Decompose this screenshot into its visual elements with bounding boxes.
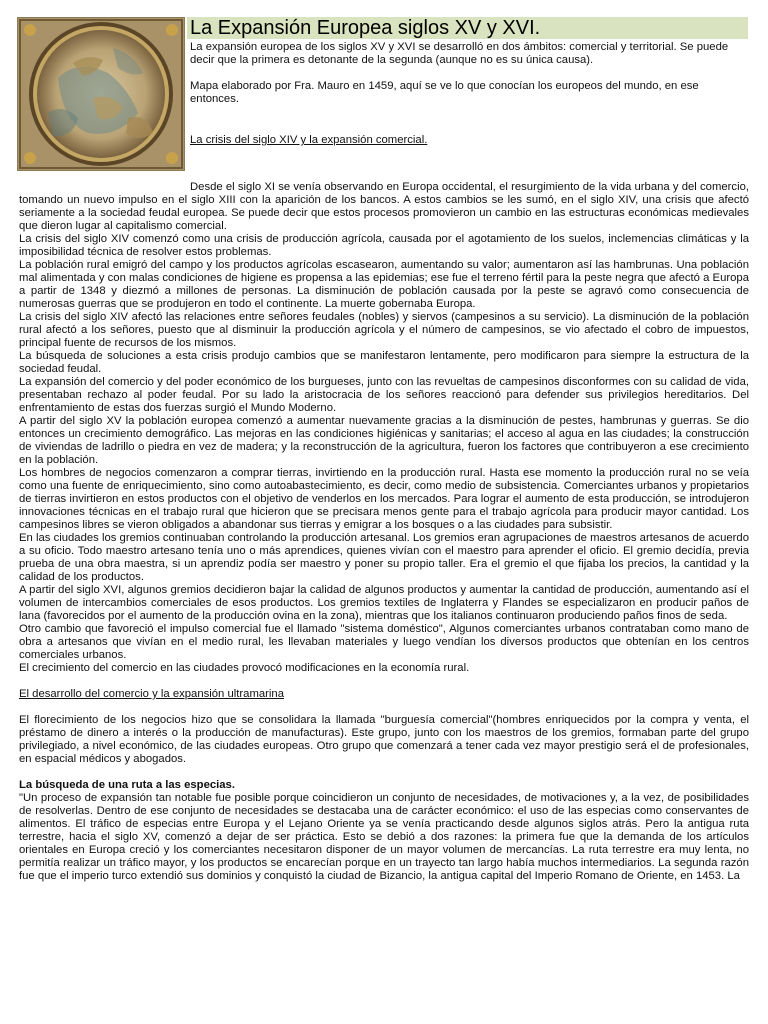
body-paragraph: El crecimiento del comercio en las ciudades provocó modificaciones en la economía rural. — [19, 662, 470, 674]
body-paragraph: "Un proceso de expansión tan notable fue posible porque coincidieron un conjunto de necesidades, de motivaciones y, a la vez, de posibilidades de resolverlas. Dentro de ese conjunto de necesidades se destacaba una de carácter económico: el uso de las especias como conservantes de alimentos. El tráfico de especias entre Europa y el Lejano Oriente ya se venía practicando desde algunos siglos atrás. Pero la antigua ruta terrestre, hacia el siglo XV, comenzó a dejar de ser práctica. Esto se debió a dos razones: la primera fue que la demanda de los artículos orientales en Europa creció y los comerciantes necesitaron disponer de un mayor volumen de mercancías. La ruta terrestre era muy lenta, no permitía realizar un tráfico mayor, y los productos se encarecían porque en un trayecto tan largo había muchos intermediarios. La segunda razón fue que el imperio turco extendió sus dominios y conquistó la ciudad de Bizancio, la antigua capital del Imperio Romano de Oriente, en 1453. La — [19, 792, 749, 882]
body-paragraph: A partir del siglo XVI, algunos gremios decidieron bajar la calidad de algunos productos y aumentar la cantidad de producción, aumentando así el volumen de intercambios comerciales de esos productos. Los gremios textiles de Inglaterra y Flandes se especializaron en producir paños de lana (favorecidos por el aumento de la producción ovina en la zona), mientras que los italianos continuaron produciendo paños finos de seda. — [19, 584, 749, 622]
body-paragraph: La crisis del siglo XIV afectó las relaciones entre señores feudales (nobles) y siervos (campesinos a su servicio). La disminución de la población rural afectó a los señores, puesto que al disminuir la producción agrícola y el número de campesinos, se vio afectado el cobro de impuestos, principal fuente de recursos de los mismos. — [19, 311, 749, 349]
world-map-fra-mauro-icon — [18, 18, 184, 170]
intro-paragraph: La expansión europea de los siglos XV y XVI se desarrolló en dos ámbitos: comercial y territorial. Se puede decir que la primera es detonante de la segunda (aunque no es su única causa). — [190, 41, 729, 66]
intro-section — [190, 41, 750, 147]
body-paragraph: A partir del siglo XV la población europea comenzó a aumentar nuevamente gracias a la disminución de pestes, hambrunas y guerras. Se dio entonces un crecimiento demográfico. Las mejoras en las condiciones higiénicas y sanitarias; el acceso al agua en las ciudades; la construcción de viviendas de ladrillo o piedra en vez de madera; y la reconstrucción de la agricultura, fueron los factores que contribuyeron a ese crecimiento en la población. — [19, 415, 749, 466]
body-paragraph: La expansión del comercio y del poder económico de los burgueses, junto con las revueltas de campesinos disconformes con su calidad de vida, presentaban rechazo al poder feudal. Por su lado la aristocracia de los señores reaccionó para defender sus privilegios hereditarios. Del enfrentamiento de estas dos fuerzas surgió el Mundo Moderno. — [19, 376, 749, 414]
body-paragraph: La crisis del siglo XIV comenzó como una crisis de producción agrícola, causada por el agotamiento de los suelos, inclemencias climáticas y la imposibilidad técnica de resolver estos problemas. — [19, 233, 749, 258]
body-text — [19, 181, 749, 883]
section-heading-spices: La búsqueda de una ruta a las especias. — [19, 779, 235, 791]
body-paragraph: Desde el siglo XI se venía observando en Europa occidental, el resurgimiento de la vida urbana y del comercio, tomando un nuevo impulso en el siglo XIII con la aparición de los bancos. A estos cambios se les sumó, en el siglo XIV, una crisis que afectó seriamente a la sociedad feudal europea. Se puede decir que estos procesos promovieron un cambio en las estructuras económicas medievales que dieron lugar al capitalismo comercial. — [19, 181, 749, 232]
map-caption-paragraph: Mapa elaborado por Fra. Mauro en 1459, aquí se ve lo que conocían los europeos del mundo, en ese entonces. — [190, 80, 699, 105]
body-paragraph: La búsqueda de soluciones a esta crisis produjo cambios que se manifestaron lentamente, pero modificaron para siempre la estructura de la sociedad feudal. — [19, 350, 749, 375]
body-paragraph: La población rural emigró del campo y los productos agrícolas escasearon, aumentando su valor; aumentaron así las hambrunas. Una población mal alimentada y con malas condiciones de higiene es propensa a las epidemias; ese fue el terreno fértil para la peste negra que afectó a Europa a partir de 1348 y diezmó a millones de personas. La disminución de población causada por la peste se agravó como consecuencia de numerosas guerras que se produjeron en todo el continente. La muerte gobernaba Europa. — [19, 259, 749, 310]
section-heading-crisis: La crisis del siglo XIV y la expansión comercial. — [190, 134, 428, 146]
page-title: La Expansión Europea siglos XV y XVI. — [190, 17, 541, 39]
fra-mauro-map-image — [17, 17, 185, 171]
body-paragraph: En las ciudades los gremios continuaban controlando la producción artesanal. Los gremios eran agrupaciones de maestros artesanos de acuerdo a su oficio. Todo maestro artesano tenía uno o más aprendices, quienes vivían con el maestro para aprender el oficio. El gremio decidía, previa prueba de una obra maestra, si un aprendiz podía ser maestro y poner su propio taller. Era el gremio el que fijaba los precios, la cantidad y la calidad de los productos. — [19, 532, 749, 583]
body-paragraph: Los hombres de negocios comenzaron a comprar tierras, invirtiendo en la producción rural. Hasta ese momento la producción rural no se veía como una fuente de enriquecimiento, sino como autoabastecimiento, es decir, como medio de subsistencia. Comerciantes urbanos y propietarios de tierras invirtieron en estos productos con el objetivo de venderlos en los mercados. Para lograr el aumento de esta producción, se introdujeron innovaciones técnicas en el trabajo rural que hicieron que se precisara menos gente para el trabajo agrícola para producir mayor cantidad. Los campesinos libres se vieron obligados a abandonar sus tierras y emigrar a los bosques o a las ciudades para subsistir. — [19, 467, 749, 531]
body-paragraph: Otro cambio que favoreció el impulso comercial fue el llamado "sistema doméstico", Algunos comerciantes urbanos contrataban como mano de obra a artesanos que vivían en el medio rural, les llevaban materiales y luego vendían los diversos productos que obtenían en los centros comerciales urbanos. — [19, 623, 749, 661]
section-heading-commerce: El desarrollo del comercio y la expansión ultramarina — [19, 688, 284, 700]
title-bar — [187, 17, 748, 39]
body-paragraph: El florecimiento de los negocios hizo que se consolidara la llamada "burguesía comercial"(hombres enriquecidos por la compra y venta, el préstamo de dinero a interés o la producción de manufacturas). Este grupo, junto con los maestros de los gremios, formaban parte del grupo privilegiado, a nivel económico, de las ciudades europeas. Otro grupo que comenzará a tener cada vez mayor prestigio será el de profesionales, en espacial médicos y abogados. — [19, 714, 749, 765]
